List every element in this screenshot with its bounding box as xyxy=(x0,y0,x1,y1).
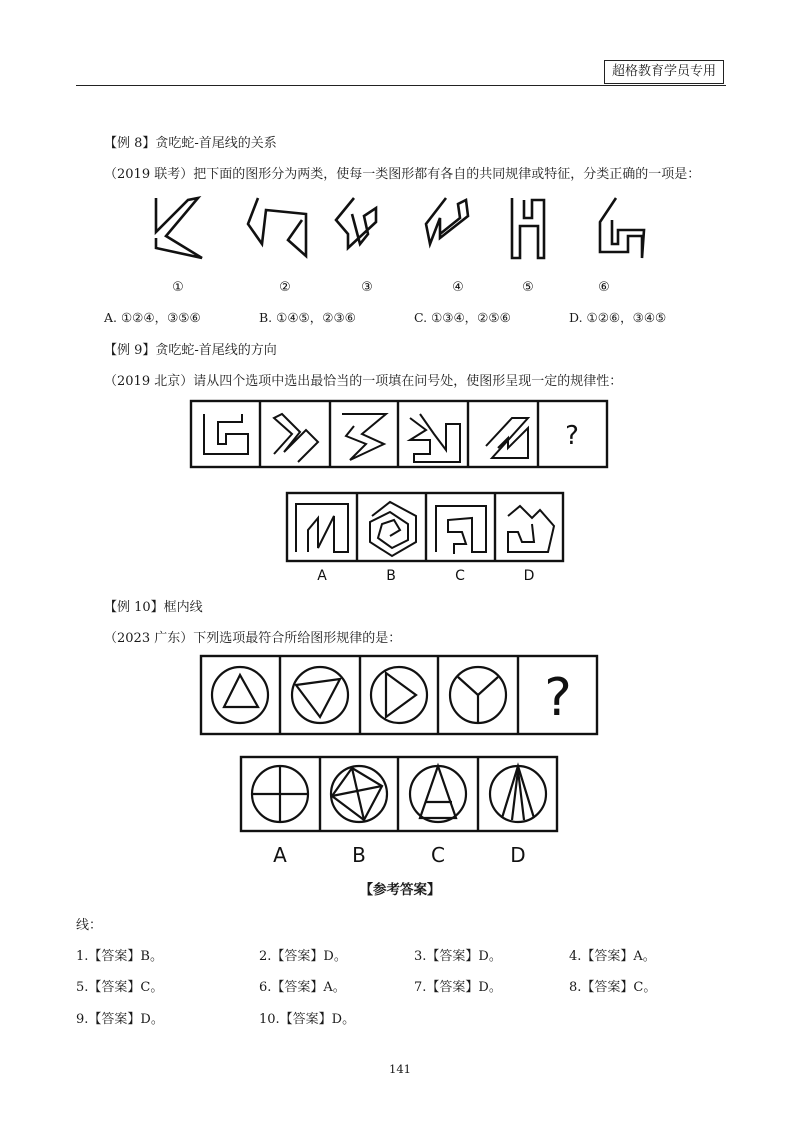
ex8-title: 【例 8】贪吃蛇-首尾线的关系 xyxy=(104,136,277,151)
answer-9: 9.【答案】D。 xyxy=(76,1012,164,1027)
ex8-question: （2019 联考）把下面的图形分为两类，使每一类图形都有各自的共同规律或特征，分类正确的一项是： xyxy=(104,167,701,182)
ex8-option-a[interactable]: A. ①②④，③⑤⑥ xyxy=(104,310,201,325)
ex9-cell-5 xyxy=(486,418,528,458)
ex9-cell-2 xyxy=(274,414,318,462)
ex10-cell-3 xyxy=(371,667,427,723)
ex8-figure-label-2: ② xyxy=(279,280,291,295)
answer-10: 10.【答案】D。 xyxy=(259,1012,356,1027)
ex10-question-mark: ? xyxy=(544,668,572,728)
ex9-option-c-figure xyxy=(436,506,486,554)
ex9-cell-3 xyxy=(342,414,386,460)
ex9-cell-4 xyxy=(410,414,460,462)
ex9-option-label-c[interactable]: C xyxy=(455,568,465,584)
ex10-option-label-a[interactable]: A xyxy=(273,843,287,867)
answer-1: 1.【答案】B。 xyxy=(76,949,163,964)
ex10-option-d-figure xyxy=(490,766,546,822)
ex10-question: （2023 广东）下列选项最符合所给图形规律的是： xyxy=(104,631,402,646)
ex9-title: 【例 9】贪吃蛇-首尾线的方向 xyxy=(104,343,277,358)
ex8-figure-label-1: ① xyxy=(172,280,184,295)
ex8-figure-4 xyxy=(426,198,468,244)
ex10-cell-2 xyxy=(292,667,348,723)
ex10-title: 【例 10】框内线 xyxy=(104,600,203,615)
ex8-figure-label-4: ④ xyxy=(452,280,464,295)
ex8-figure-label-3: ③ xyxy=(361,280,373,295)
answers-title: 【参考答案】 xyxy=(359,882,441,898)
ex10-option-b-figure xyxy=(331,766,387,822)
ex10-option-label-d[interactable]: D xyxy=(510,843,526,867)
ex9-question-row xyxy=(190,400,610,470)
ex9-option-b-figure xyxy=(370,502,416,556)
ex8-figure-label-5: ⑤ xyxy=(522,280,534,295)
ex10-option-a-figure xyxy=(252,766,308,822)
ex9-option-label-b[interactable]: B xyxy=(386,568,396,584)
ex9-question: （2019 北京）请从四个选项中选出最恰当的一项填在问号处，使图形呈现一定的规律性： xyxy=(104,374,623,389)
ex10-option-label-b[interactable]: B xyxy=(352,843,366,867)
ex9-options-row xyxy=(286,492,566,588)
ex8-option-d[interactable]: D. ①②⑥，③④⑤ xyxy=(569,310,667,325)
ex10-options-row xyxy=(240,756,560,868)
ex9-option-label-d[interactable]: D xyxy=(523,568,535,584)
answer-4: 4.【答案】A。 xyxy=(569,949,656,964)
ex10-option-label-c[interactable]: C xyxy=(431,843,445,867)
ex8-figure-6 xyxy=(600,198,644,258)
ex8-figure-3 xyxy=(336,198,376,248)
header-rule xyxy=(76,85,726,86)
ex9-option-label-a[interactable]: A xyxy=(317,568,327,584)
ex10-option-c-figure xyxy=(410,766,466,822)
answer-8: 8.【答案】C。 xyxy=(569,980,657,995)
ex10-cell-1 xyxy=(212,667,268,723)
answer-5: 5.【答案】C。 xyxy=(76,980,164,995)
answer-6: 6.【答案】A。 xyxy=(259,980,346,995)
ex8-figure-1 xyxy=(156,198,202,258)
ex9-question-mark: ? xyxy=(565,421,579,451)
page-number: 141 xyxy=(389,1062,411,1076)
ex8-option-b[interactable]: B. ①④⑤，②③⑥ xyxy=(259,310,356,325)
ex8-figure-2 xyxy=(248,198,306,256)
answers-prefix: 线： xyxy=(76,918,103,933)
ex9-cell-1 xyxy=(204,414,248,454)
answer-3: 3.【答案】D。 xyxy=(414,949,502,964)
ex9-option-a-figure xyxy=(296,504,348,552)
ex8-figure-5 xyxy=(512,198,544,258)
ex10-cell-4 xyxy=(450,667,506,723)
header-badge: 超格教育学员专用 xyxy=(604,60,724,84)
ex8-option-c[interactable]: C. ①③④，②⑤⑥ xyxy=(414,310,511,325)
ex9-option-d-figure xyxy=(508,506,554,552)
ex10-question-row xyxy=(200,655,600,737)
answer-7: 7.【答案】D。 xyxy=(414,980,502,995)
answer-2: 2.【答案】D。 xyxy=(259,949,347,964)
ex8-figure-label-6: ⑥ xyxy=(598,280,610,295)
ex8-figures xyxy=(140,190,660,300)
